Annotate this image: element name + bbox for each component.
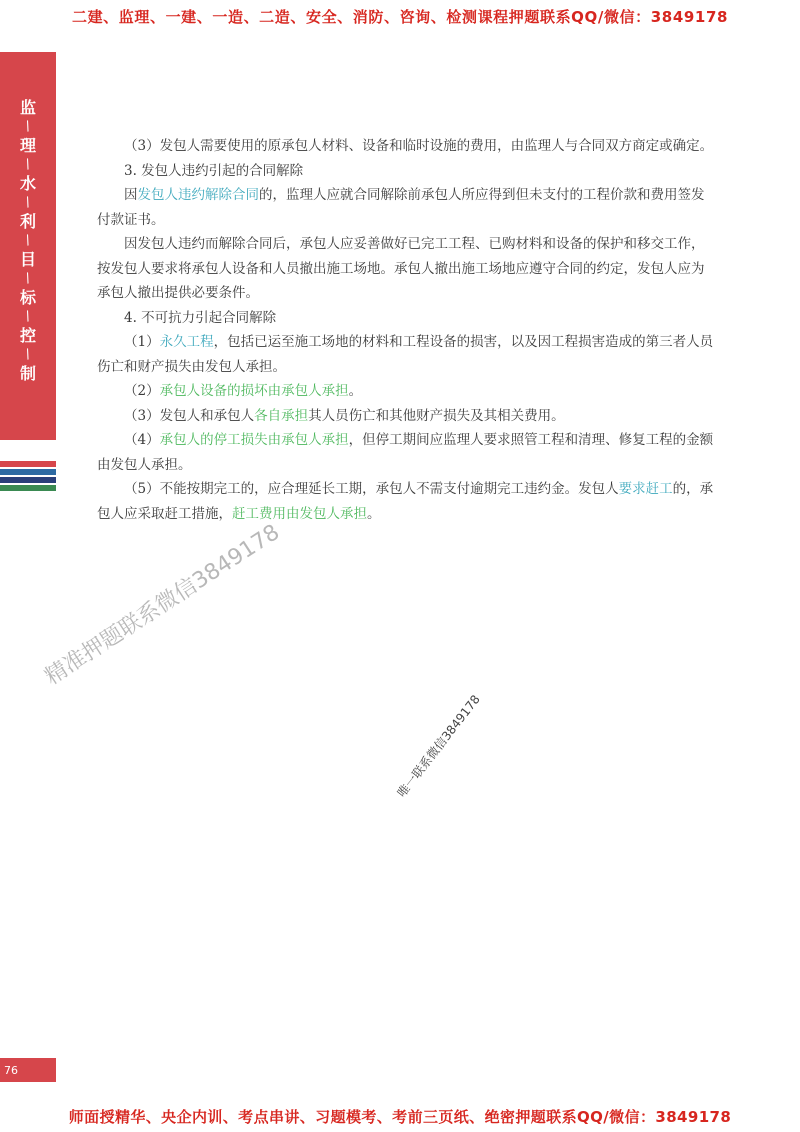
- list-item: （1）永久工程，包括已运至施工场地的材料和工程设备的损害，以及因工程损害造成的第三者人员伤亡和财产损失由发包人承担。: [97, 334, 714, 375]
- chapter-side-tab: [0, 52, 56, 440]
- highlight-text: 要求赶工: [618, 481, 673, 497]
- header-banner: 二建、监理、一建、一造、二造、安全、消防、咨询、检测课程押题联系QQ/微信：3849178: [71, 8, 729, 26]
- side-tab-char: 理: [19, 136, 36, 155]
- highlight-text: 发包人违约解除合同: [137, 187, 259, 203]
- stripe: [0, 469, 56, 475]
- side-tab-separator: /: [23, 118, 33, 135]
- highlight-text: 承包人的停工损失由承包人承担: [159, 432, 349, 448]
- page-number: 76: [0, 1058, 56, 1082]
- section-heading: 3. 发包人违约引起的合同解除: [124, 162, 304, 179]
- paragraph: 因发包人违约而解除合同后，承包人应妥善做好已完工工程、已购材料和设备的保护和移交工作，按发包人要求将承包人设备和人员撤出施工场地。承包人撤出施工场地应遵守合同的约定，发包人应为承包人撤出提供必要条件。: [97, 236, 705, 301]
- side-tab-char: 控: [19, 326, 36, 345]
- highlight-text: 各自承担: [254, 407, 309, 424]
- side-tab-separator: /: [23, 270, 33, 287]
- paragraph: （3）发包人需要使用的原承包人材料、设备和临时设施的费用，由监理人与合同双方商定或确定。: [124, 138, 714, 154]
- side-tab-char: 利: [19, 212, 36, 231]
- stripe: [0, 485, 56, 491]
- side-tab-separator: /: [23, 232, 33, 249]
- side-tab-separator: /: [23, 156, 33, 173]
- highlight-text: 永久工程: [159, 334, 214, 350]
- highlight-text: 赶工费用由发包人承担: [232, 505, 367, 522]
- side-tab-char: 标: [19, 288, 36, 307]
- list-item: （3）发包人和承包人各自承担其人员伤亡和其他财产损失及其相关费用。: [124, 407, 565, 424]
- list-item: （5）不能按期完工的，应合理延长工期，承包人不需支付逾期完工违约金。发包人要求赶工的，承包人应采取赶工措施，赶工费用由发包人承担。: [97, 481, 714, 522]
- paragraph: 因发包人违约解除合同的，监理人应就合同解除前承包人所应得到但未支付的工程价款和费用签发付款证书。: [97, 187, 705, 228]
- side-tab-separator: /: [23, 308, 33, 325]
- side-tab-char: 制: [19, 364, 36, 383]
- list-item: （2）承包人设备的损坏由承包人承担。: [124, 383, 363, 399]
- side-tab-char: 水: [19, 174, 36, 193]
- page-body: [97, 134, 717, 526]
- list-item: （4）承包人的停工损失由承包人承担，但停工期间应监理人要求照管工程和清理、修复工程的金额由发包人承担。: [97, 432, 714, 473]
- side-tab-separator: /: [23, 194, 33, 211]
- section-heading: 4. 不可抗力引起合同解除: [124, 309, 277, 326]
- side-tab-separator: /: [23, 346, 33, 363]
- watermark: 唯一联系微信3849178: [394, 692, 483, 800]
- side-tab-char: 目: [19, 250, 36, 269]
- highlight-text: 承包人设备的损坏由承包人承担: [159, 383, 349, 399]
- footer-banner: 师面授精华、央企内训、考点串讲、习题模考、考前三页纸、绝密押题联系QQ/微信：3849178: [68, 1108, 732, 1126]
- watermark: 精准押题联系微信3849178: [40, 519, 285, 691]
- decorative-stripes: [0, 461, 56, 493]
- side-tab-char: 监: [19, 98, 36, 117]
- stripe: [0, 461, 56, 467]
- stripe: [0, 477, 56, 483]
